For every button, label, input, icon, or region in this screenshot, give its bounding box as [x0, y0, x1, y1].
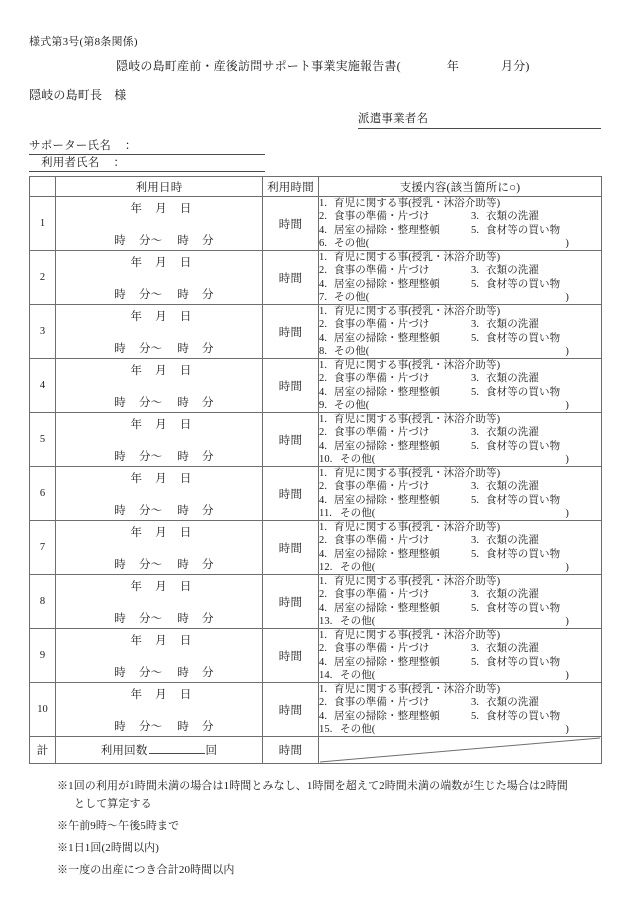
month-label: 月 [155, 419, 167, 431]
note-1-line-2: として算定する [74, 798, 152, 810]
month-label: 月 [155, 257, 167, 269]
report-table [29, 176, 602, 764]
support-other-number: 6. [319, 237, 328, 249]
start-minute-label: 分〜 [138, 667, 163, 679]
year-label: 年 [130, 635, 143, 647]
support-content-cell[interactable] [319, 521, 602, 575]
row-number: 1 [30, 197, 56, 251]
usage-datetime-cell[interactable] [56, 521, 263, 575]
start-hour-label: 時 [114, 667, 126, 679]
day-label: 日 [179, 635, 192, 647]
support-option-2[interactable]: 2. 食事の準備・片づけ [319, 319, 430, 331]
day-label: 日 [179, 527, 192, 539]
support-content-cell[interactable] [319, 467, 602, 521]
day-label: 日 [179, 689, 192, 701]
support-option-other[interactable]: 15. その他( [319, 723, 376, 735]
start-minute-label: 分〜 [138, 343, 163, 355]
start-hour-label: 時 [114, 451, 126, 463]
support-other-number: 9. [319, 399, 328, 411]
support-option-3[interactable]: 3. 衣類の洗濯 [471, 535, 539, 547]
support-option-4[interactable]: 4. 居室の掃除・整理整頓 [319, 656, 440, 668]
support-other-close: ) [565, 291, 569, 303]
total-count-prefix: 利用回数 [100, 745, 148, 757]
usage-datetime-cell[interactable] [56, 413, 263, 467]
agency-name-field[interactable] [358, 110, 601, 129]
support-option-4[interactable]: 4. 居室の掃除・整理整頓 [319, 494, 440, 506]
start-minute-label: 分〜 [138, 559, 163, 571]
total-label: 計 [30, 737, 56, 764]
supporter-name-label: サポーター氏名 [29, 140, 111, 152]
total-count-blank[interactable] [149, 753, 205, 754]
year-label: 年 [130, 527, 143, 539]
support-option-5[interactable]: 5. 食材等の買い物 [471, 710, 561, 722]
support-option-1[interactable]: 1. 育児に関する事(授乳・沐浴介助等) [319, 576, 501, 588]
month-label: 月 [155, 365, 167, 377]
note-1-line-1: ※1回の利用が1時間未満の場合は1時間とみなし、1時間を超えて2時間未満の端数が生じた場合は2時間 [57, 780, 568, 792]
supporter-name-colon: ： [124, 140, 137, 152]
end-minute-label: 分 [202, 559, 214, 571]
total-count-cell[interactable] [56, 737, 263, 764]
end-hour-label: 時 [177, 235, 190, 247]
support-option-2[interactable]: 2. 食事の準備・片づけ [319, 211, 430, 223]
support-option-3[interactable]: 3. 衣類の洗濯 [471, 319, 539, 331]
month-label: 月 [155, 581, 167, 593]
end-hour-label: 時 [177, 289, 190, 301]
usage-hours-cell[interactable]: 時間 [263, 521, 319, 575]
usage-hours-cell[interactable]: 時間 [263, 305, 319, 359]
support-other-number: 11. [319, 507, 333, 519]
support-option-2[interactable]: 2. 食事の準備・片づけ [319, 535, 430, 547]
usage-hours-cell[interactable]: 時間 [263, 197, 319, 251]
table-header-row [30, 177, 602, 197]
support-other-close: ) [565, 345, 569, 357]
start-hour-label: 時 [114, 397, 126, 409]
footer-notes [57, 777, 605, 883]
start-hour-label: 時 [114, 235, 126, 247]
support-content-cell[interactable] [319, 359, 602, 413]
end-hour-label: 時 [177, 721, 190, 733]
total-hours-label: 時間 [263, 737, 319, 764]
header-no [30, 177, 56, 197]
start-hour-label: 時 [114, 559, 126, 571]
end-hour-label: 時 [177, 505, 190, 517]
support-option-5[interactable]: 5. 食材等の買い物 [471, 494, 561, 506]
row-number: 3 [30, 305, 56, 359]
total-content-struck [319, 737, 602, 764]
support-option-4[interactable]: 4. 居室の掃除・整理整頓 [319, 710, 440, 722]
user-name-colon: ： [113, 157, 126, 169]
support-other-close: ) [565, 399, 569, 411]
user-name-field[interactable] [29, 154, 265, 172]
usage-datetime-cell[interactable] [56, 683, 263, 737]
support-option-1[interactable]: 1. 育児に関する事(授乳・沐浴介助等) [319, 252, 501, 264]
support-option-3[interactable]: 3. 衣類の洗濯 [471, 697, 539, 709]
table-row [30, 575, 602, 629]
usage-hours-cell[interactable]: 時間 [263, 683, 319, 737]
day-label: 日 [179, 581, 192, 593]
support-other-number: 7. [319, 291, 328, 303]
start-minute-label: 分〜 [138, 505, 163, 517]
support-option-5[interactable]: 5. 食材等の買い物 [471, 386, 561, 398]
support-other-number: 15. [319, 723, 333, 735]
addressee [29, 86, 126, 103]
support-other-close: ) [565, 507, 569, 519]
support-content-cell[interactable] [319, 683, 602, 737]
usage-hours-cell[interactable]: 時間 [263, 467, 319, 521]
support-content-cell[interactable] [319, 251, 602, 305]
support-option-other[interactable]: 14. その他( [319, 669, 376, 681]
year-label: 年 [130, 689, 143, 701]
start-minute-label: 分〜 [138, 721, 163, 733]
form-code: 様式第3号(第8条関係) [29, 36, 138, 48]
start-hour-label: 時 [114, 613, 126, 625]
usage-hours-cell[interactable]: 時間 [263, 251, 319, 305]
support-option-4[interactable]: 4. 居室の掃除・整理整頓 [319, 278, 440, 290]
support-option-other[interactable]: 9. その他( [319, 399, 370, 411]
row-number: 2 [30, 251, 56, 305]
support-option-3[interactable]: 3. 衣類の洗濯 [471, 481, 539, 493]
month-label: 月 [155, 689, 167, 701]
end-minute-label: 分 [202, 343, 214, 355]
support-option-4[interactable]: 4. 居室の掃除・整理整頓 [319, 224, 440, 236]
month-label: 月 [155, 311, 167, 323]
row-number: 8 [30, 575, 56, 629]
table-row [30, 629, 602, 683]
start-minute-label: 分〜 [138, 397, 163, 409]
support-option-other[interactable]: 11. その他( [319, 507, 376, 519]
support-content-cell[interactable] [319, 305, 602, 359]
year-label: 年 [130, 473, 143, 485]
support-option-2[interactable]: 2. 食事の準備・片づけ [319, 643, 430, 655]
note-4: ※一度の出産につき合計20時間以内 [57, 864, 235, 876]
table-row [30, 467, 602, 521]
end-hour-label: 時 [177, 559, 190, 571]
day-label: 日 [179, 473, 192, 485]
support-option-4[interactable]: 4. 居室の掃除・整理整頓 [319, 332, 440, 344]
total-row [30, 737, 602, 764]
support-other-close: ) [565, 237, 569, 249]
support-option-1[interactable]: 1. 育児に関する事(授乳・沐浴介助等) [319, 306, 501, 318]
support-option-1[interactable]: 1. 育児に関する事(授乳・沐浴介助等) [319, 414, 501, 426]
support-option-2[interactable]: 2. 食事の準備・片づけ [319, 427, 430, 439]
day-label: 日 [179, 203, 192, 215]
support-option-5[interactable]: 5. 食材等の買い物 [471, 602, 561, 614]
agency-name-label: 派遣事業者名 [358, 113, 429, 125]
support-option-4[interactable]: 4. 居室の掃除・整理整頓 [319, 386, 440, 398]
day-label: 日 [179, 419, 192, 431]
support-option-1[interactable]: 1. 育児に関する事(授乳・沐浴介助等) [319, 684, 501, 696]
total-count-suffix: 回 [205, 745, 218, 757]
support-other-number: 12. [319, 561, 333, 573]
start-hour-label: 時 [114, 505, 126, 517]
addressee-name: 隠岐の島町長 [29, 88, 103, 102]
document-title [116, 57, 530, 74]
support-option-2[interactable]: 2. 食事の準備・片づけ [319, 697, 430, 709]
addressee-honorific: 様 [114, 88, 127, 102]
support-option-2[interactable]: 2. 食事の準備・片づけ [319, 481, 430, 493]
support-content-cell[interactable] [319, 197, 602, 251]
support-option-5[interactable]: 5. 食材等の買い物 [471, 548, 561, 560]
support-option-3[interactable]: 3. 衣類の洗濯 [471, 373, 539, 385]
year-label: 年 [130, 311, 143, 323]
end-hour-label: 時 [177, 343, 190, 355]
support-option-4[interactable]: 4. 居室の掃除・整理整頓 [319, 440, 440, 452]
end-minute-label: 分 [202, 451, 214, 463]
row-number: 4 [30, 359, 56, 413]
usage-datetime-cell[interactable] [56, 629, 263, 683]
support-option-1[interactable]: 1. 育児に関する事(授乳・沐浴介助等) [319, 468, 501, 480]
support-other-number: 14. [319, 669, 333, 681]
usage-hours-cell[interactable]: 時間 [263, 629, 319, 683]
support-other-number: 8. [319, 345, 328, 357]
support-option-1[interactable]: 1. 育児に関する事(授乳・沐浴介助等) [319, 198, 501, 210]
support-option-2[interactable]: 2. 食事の準備・片づけ [319, 265, 430, 277]
support-option-5[interactable]: 5. 食材等の買い物 [471, 278, 561, 290]
title-year-label: 年 [446, 59, 460, 73]
year-label: 年 [130, 581, 143, 593]
support-option-other[interactable]: 13. その他( [319, 615, 376, 627]
support-option-5[interactable]: 5. 食材等の買い物 [471, 332, 561, 344]
usage-hours-cell[interactable]: 時間 [263, 575, 319, 629]
support-other-close: ) [565, 615, 569, 627]
support-other-close: ) [565, 723, 569, 735]
header-hours: 利用時間 [263, 177, 319, 197]
header-datetime: 利用日時 [56, 177, 263, 197]
support-option-other[interactable]: 12. その他( [319, 561, 376, 573]
support-content-cell[interactable] [319, 629, 602, 683]
usage-datetime-cell[interactable] [56, 575, 263, 629]
support-option-2[interactable]: 2. 食事の準備・片づけ [319, 589, 430, 601]
support-option-3[interactable]: 3. 衣類の洗濯 [471, 211, 539, 223]
usage-datetime-cell[interactable] [56, 197, 263, 251]
year-label: 年 [130, 257, 143, 269]
table-row [30, 521, 602, 575]
supporter-name-field[interactable] [29, 137, 265, 155]
start-minute-label: 分〜 [138, 289, 163, 301]
support-option-5[interactable]: 5. 食材等の買い物 [471, 440, 561, 452]
month-label: 月 [155, 473, 167, 485]
start-minute-label: 分〜 [138, 613, 163, 625]
support-option-other[interactable]: 8. その他( [319, 345, 370, 357]
start-hour-label: 時 [114, 289, 126, 301]
table-row [30, 683, 602, 737]
end-hour-label: 時 [177, 397, 190, 409]
end-minute-label: 分 [202, 235, 214, 247]
usage-hours-cell[interactable]: 時間 [263, 359, 319, 413]
month-label: 月 [155, 203, 167, 215]
support-option-other[interactable]: 6. その他( [319, 237, 370, 249]
end-hour-label: 時 [177, 613, 190, 625]
table-row [30, 305, 602, 359]
support-option-other[interactable]: 10. その他( [319, 453, 376, 465]
title-month-label: 月分) [501, 59, 530, 73]
end-minute-label: 分 [202, 721, 214, 733]
user-name-label: 利用者氏名 [41, 157, 100, 169]
start-hour-label: 時 [114, 343, 126, 355]
support-option-3[interactable]: 3. 衣類の洗濯 [471, 643, 539, 655]
support-content-cell[interactable] [319, 575, 602, 629]
table-row [30, 413, 602, 467]
support-option-3[interactable]: 3. 衣類の洗濯 [471, 427, 539, 439]
end-minute-label: 分 [202, 397, 214, 409]
month-label: 月 [155, 527, 167, 539]
start-minute-label: 分〜 [138, 235, 163, 247]
end-hour-label: 時 [177, 451, 190, 463]
month-label: 月 [155, 635, 167, 647]
end-minute-label: 分 [202, 289, 214, 301]
usage-datetime-cell[interactable] [56, 359, 263, 413]
start-minute-label: 分〜 [138, 451, 163, 463]
year-label: 年 [130, 365, 143, 377]
support-option-1[interactable]: 1. 育児に関する事(授乳・沐浴介助等) [319, 630, 501, 642]
row-number: 6 [30, 467, 56, 521]
support-other-close: ) [565, 561, 569, 573]
row-number: 7 [30, 521, 56, 575]
end-minute-label: 分 [202, 505, 214, 517]
support-option-other[interactable]: 7. その他( [319, 291, 370, 303]
table-body [30, 197, 602, 737]
end-minute-label: 分 [202, 613, 214, 625]
support-option-2[interactable]: 2. 食事の準備・片づけ [319, 373, 430, 385]
support-option-4[interactable]: 4. 居室の掃除・整理整頓 [319, 602, 440, 614]
day-label: 日 [179, 311, 192, 323]
note-3: ※1日1回(2時間以内) [57, 842, 160, 854]
support-option-1[interactable]: 1. 育児に関する事(授乳・沐浴介助等) [319, 360, 501, 372]
year-label: 年 [130, 419, 143, 431]
support-option-1[interactable]: 1. 育児に関する事(授乳・沐浴介助等) [319, 522, 501, 534]
support-option-3[interactable]: 3. 衣類の洗濯 [471, 589, 539, 601]
start-hour-label: 時 [114, 721, 126, 733]
end-hour-label: 時 [177, 667, 190, 679]
day-label: 日 [179, 365, 192, 377]
note-2: ※午前9時〜午後5時まで [57, 820, 180, 832]
support-other-close: ) [565, 453, 569, 465]
support-other-number: 13. [319, 615, 333, 627]
support-other-number: 10. [319, 453, 333, 465]
title-prefix: 隠岐の島町産前・産後訪問サポート事業実施報告書( [116, 59, 401, 73]
support-other-close: ) [565, 669, 569, 681]
diagonal-strike-icon [319, 737, 601, 763]
day-label: 日 [179, 257, 192, 269]
row-number: 5 [30, 413, 56, 467]
usage-datetime-cell[interactable] [56, 251, 263, 305]
usage-datetime-cell[interactable] [56, 467, 263, 521]
usage-hours-cell[interactable]: 時間 [263, 413, 319, 467]
header-content: 支援内容(該当箇所に○) [319, 177, 602, 197]
table-row [30, 251, 602, 305]
usage-datetime-cell[interactable] [56, 305, 263, 359]
support-option-5[interactable]: 5. 食材等の買い物 [471, 656, 561, 668]
table-row [30, 359, 602, 413]
row-number: 10 [30, 683, 56, 737]
year-label: 年 [130, 203, 143, 215]
support-option-4[interactable]: 4. 居室の掃除・整理整頓 [319, 548, 440, 560]
support-option-5[interactable]: 5. 食材等の買い物 [471, 224, 561, 236]
table-row [30, 197, 602, 251]
support-option-3[interactable]: 3. 衣類の洗濯 [471, 265, 539, 277]
support-content-cell[interactable] [319, 413, 602, 467]
end-minute-label: 分 [202, 667, 214, 679]
row-number: 9 [30, 629, 56, 683]
